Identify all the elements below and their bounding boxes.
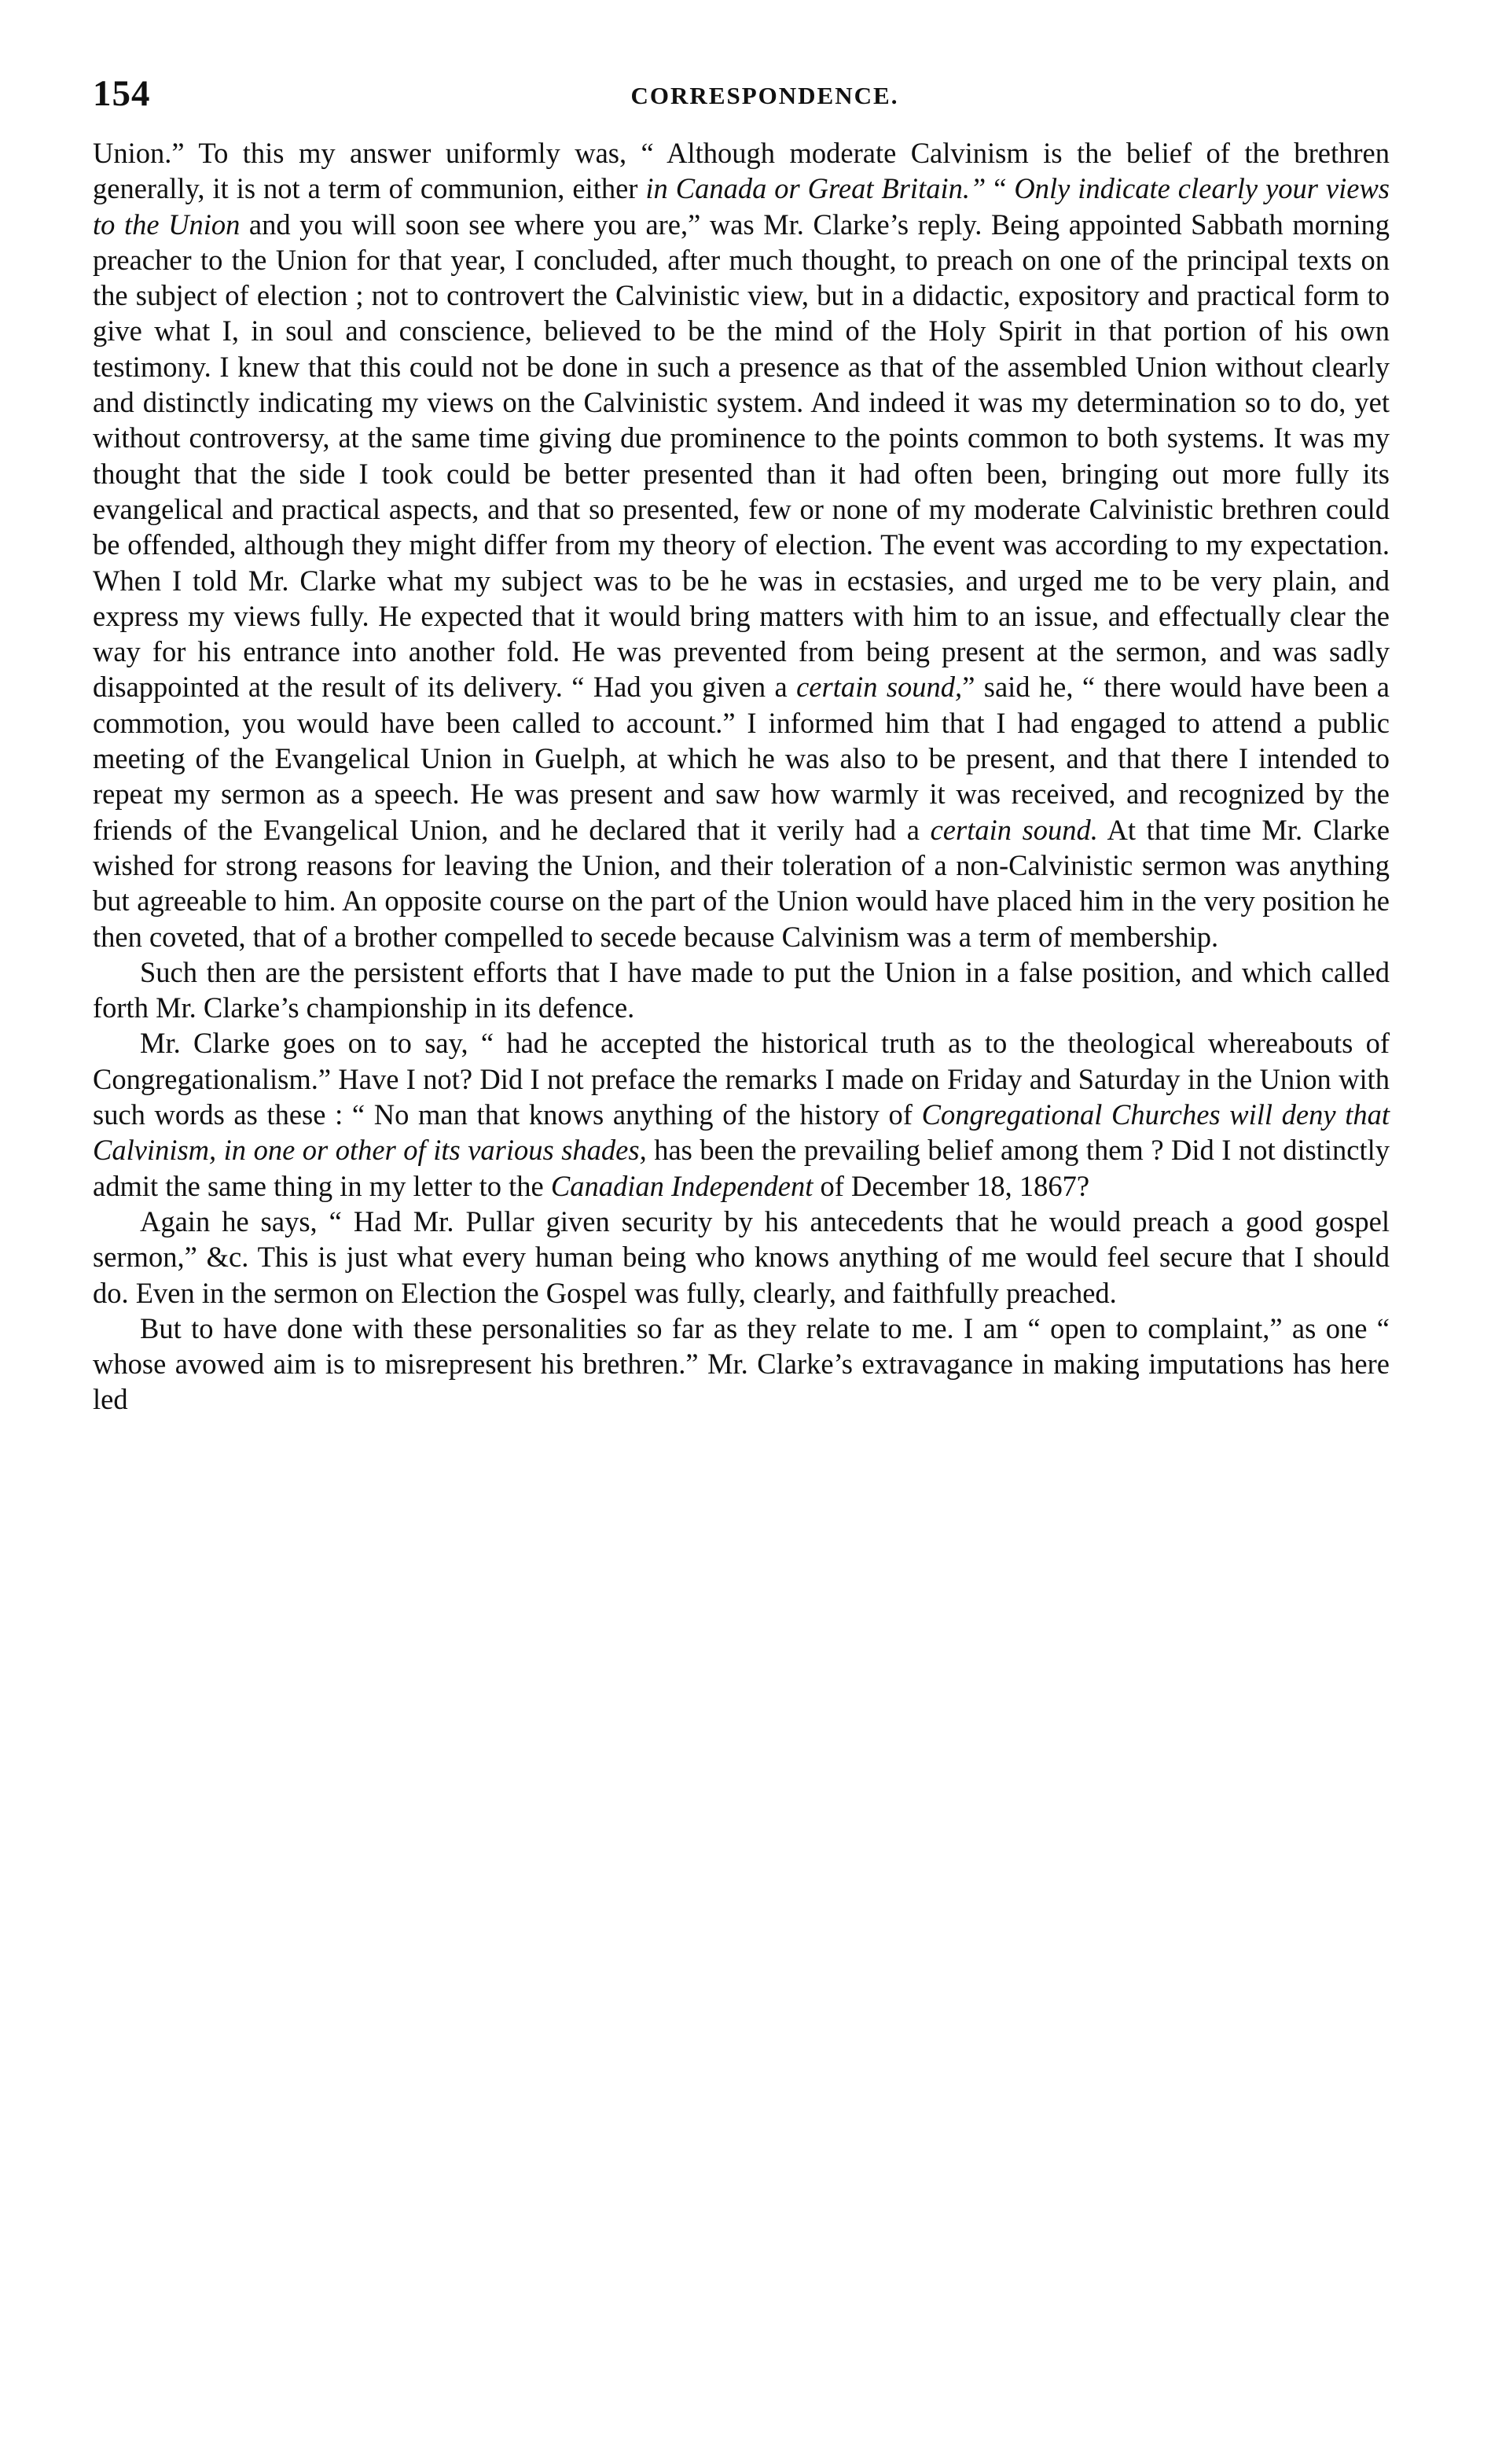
text-run: Union.” To this my answer uniformly was, “ Although moderate Calvinism is the belief of the brethren generally, it is not a term of communion, either bbox=[93, 137, 1390, 205]
body-text bbox=[93, 135, 1390, 1418]
paragraph bbox=[93, 1311, 1390, 1418]
text-run: “ bbox=[986, 172, 1015, 205]
text-run: But to have done with these personalities so far as they relate to me. I am “ open to complaint,” as one “ whose avowed aim is to misrepresent his brethren.” Mr. Clarke’s extravagance in making imputations has here led bbox=[93, 1311, 1390, 1416]
text-run: of December 18, 1867? bbox=[813, 1169, 1090, 1202]
paragraph bbox=[93, 954, 1390, 1026]
page-header bbox=[93, 47, 1390, 126]
italic-text: certain sound, bbox=[796, 671, 963, 704]
paragraph bbox=[93, 135, 1390, 954]
italic-text: in Canada or Great Britain.” bbox=[645, 172, 986, 205]
italic-text: Congregational Churches will deny that Calvinism, in one or other of its various shades, bbox=[93, 1098, 1390, 1167]
text-run: ” said he, “ there would have been a commotion, you would have been called to account.” I informed him that I had engaged to attend a public meeting of the Evangelical Union in Guelph, at which he was also to be present, and that there I intended to repeat my sermon as a speech. He was present and saw how warmly it was received, and recognized by the friends of the Evangelical Union, and he declared that it verily had a bbox=[93, 671, 1390, 846]
text-run: Such then are the persistent efforts that I have made to put the Union in a false position, and which called forth Mr. Clarke’s championship in its defence. bbox=[93, 955, 1390, 1024]
page-number: 154 bbox=[93, 73, 151, 114]
text-run: and you will soon see where you are,” was Mr. Clarke’s reply. Being appointed Sabbath morning preacher to the Union for that year, I concluded, after much thought, to preach on one of the principal texts on the subject of election ; not to controvert the Calvinistic view, but in a didactic, expository and practical form to give what I, in soul and conscience, believed to be the mind of the Holy Spirit in that portion of his own testimony. I knew that this could not be done in such a presence as that of the assembled Union without clearly and distinctly indicating my views on the Calvinistic system. And indeed it was my determination so to do, yet without controversy, at the same time giving due prominence to the points common to both systems. It was my thought that the side I took could be better presented than it had often been, bringing out more fully its evangelical and practical aspects, and that so presented, few or none of my moderate Calvinistic brethren could be offended, although they might differ from my theory of election. The event was according to my expectation. When I told Mr. Clarke what my subject was to be he was in ecstasies, and urged me to be very plain, and express my views fully. He expected that it would bring matters with him to an issue, and effectually clear the way for his entrance into another fold. He was prevented from being present at the sermon, and was sadly disappointed at the result of its delivery. “ Had you given a bbox=[93, 208, 1390, 704]
italic-text: Canadian Independent bbox=[550, 1169, 813, 1202]
text-run: has been the prevailing belief among them ? Did I not distinctly admit the same thing in my letter to the bbox=[93, 1134, 1390, 1202]
text-run: Again he says, “ Had Mr. Pullar given security by his antecedents that he would preach a good gospel sermon,” &c. This is just what every human being who knows anything of me would feel secure that I should do. Even in the sermon on Election the Gospel was fully, clearly, and faithfully preached. bbox=[93, 1204, 1390, 1309]
paragraph bbox=[93, 1025, 1390, 1203]
text-run: Mr. Clarke goes on to say, “ had he accepted the historical truth as to the theological whereabouts of Congregationalism.” Have I not? Did I not preface the remarks I made on Friday and Saturday in the Union with such words as these : “ No man that knows anything of the history of bbox=[93, 1027, 1390, 1131]
paragraph bbox=[93, 1204, 1390, 1311]
italic-text: certain sound. bbox=[930, 813, 1098, 846]
running-head: CORRESPONDENCE. bbox=[630, 82, 899, 109]
italic-text: Only indicate clearly your views to the Union bbox=[93, 172, 1390, 241]
document-page bbox=[93, 47, 1390, 2437]
text-run: At that time Mr. Clarke wished for strong reasons for leaving the Union, and their toleration of a non-Calvinistic sermon was anything but agreeable to him. An opposite course on the part of the Union would have placed him in the very position he then coveted, that of a brother compelled to secede because Calvinism was a term of membership. bbox=[93, 813, 1390, 953]
